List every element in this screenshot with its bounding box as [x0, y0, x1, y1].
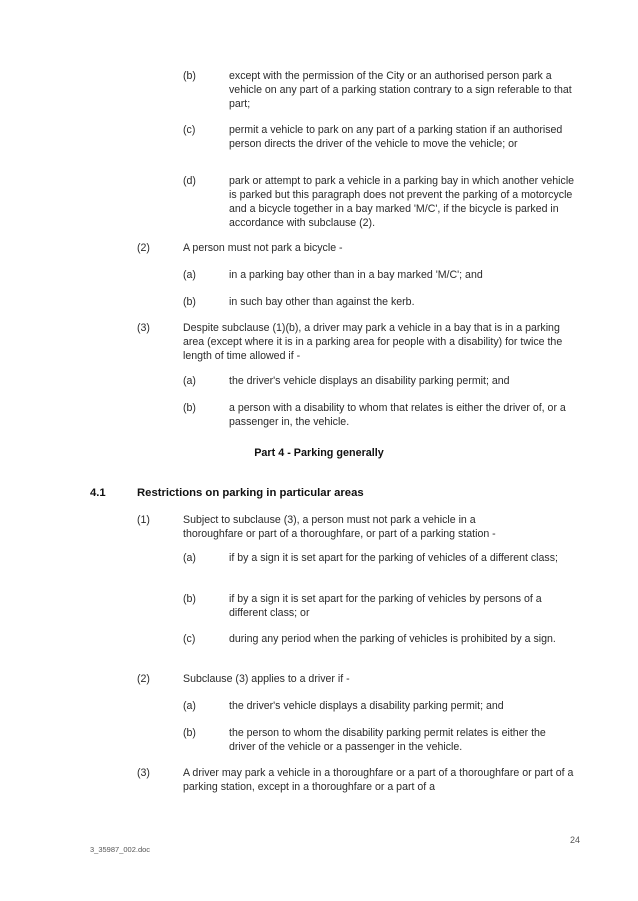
s41-item-text-2b: the person to whom the disability parking permit relates is either the driver of the vehicle or a passenger in the vehicle. [229, 727, 546, 753]
subclause-text-3: Despite subclause (1)(b), a driver may park a vehicle in a bay that is in a parking area (except where it is in a parking area for people with a disability) for twice the length of time allowed if - [183, 322, 563, 362]
s41-subclause-label-3: (3) [137, 767, 150, 779]
part-heading: Part 4 - Parking generally [254, 447, 384, 459]
item-label-3b: (b) [183, 402, 196, 414]
item-text-b: except with the permission of the City or an authorised person park a vehicle on any part of a parking station contrary to a sign referable to that part; [229, 70, 572, 110]
item-label-c: (c) [183, 124, 196, 136]
s41-item-label-1b: (b) [183, 593, 196, 605]
s41-item-text-1b: if by a sign it is set apart for the parking of vehicles by persons of a different class; or [229, 593, 542, 619]
item-text-2a: in a parking bay other than in a bay marked 'M/C'; and [229, 269, 483, 281]
s41-item-text-2a: the driver's vehicle displays a disability parking permit; and [229, 700, 504, 712]
page-number: 24 [570, 835, 581, 845]
document-reference: 3_35987_002.doc [90, 845, 151, 854]
s41-item-text-1c: during any period when the parking of vehicles is prohibited by a sign. [229, 633, 556, 645]
s41-subclause-text-3: A driver may park a vehicle in a thoroughfare or a part of a thoroughfare or part of a parking station, except in a thoroughfare or a part of a [183, 767, 574, 793]
s41-item-text-1a: if by a sign it is set apart for the parking of vehicles of a different class; [229, 552, 558, 564]
item-label-d: (d) [183, 175, 196, 187]
s41-subclause-label-1: (1) [137, 514, 150, 526]
item-label-2b: (b) [183, 296, 196, 308]
item-text-d: park or attempt to park a vehicle in a parking bay in which another vehicle is parked but this paragraph does not prevent the parking of a motorcycle and a bicycle together in a bay marked 'M/C', if the bicycle is parked in accordance with subclause (2). [229, 175, 575, 229]
s41-item-label-2a: (a) [183, 700, 196, 712]
section-title: Restrictions on parking in particular areas [137, 487, 364, 499]
item-label-b: (b) [183, 70, 196, 82]
item-text-3b: a person with a disability to whom that relates is either the driver of, or a passenger in, the vehicle. [229, 402, 566, 428]
item-label-3a: (a) [183, 375, 196, 387]
item-text-c: permit a vehicle to park on any part of a parking station if an authorised person directs the driver of the vehicle to move the vehicle; or [229, 124, 563, 150]
s41-item-label-2b: (b) [183, 727, 196, 739]
item-text-2b: in such bay other than against the kerb. [229, 296, 415, 308]
subclause-label-3: (3) [137, 322, 150, 334]
s41-subclause-text-2: Subclause (3) applies to a driver if - [183, 673, 350, 685]
s41-item-label-1c: (c) [183, 633, 196, 645]
s41-item-label-1a: (a) [183, 552, 196, 564]
s41-subclause-label-2: (2) [137, 673, 150, 685]
subclause-label-2: (2) [137, 242, 150, 254]
item-text-3a: the driver's vehicle displays an disability parking permit; and [229, 375, 510, 387]
s41-subclause-text-1: Subject to subclause (3), a person must not park a vehicle in a thoroughfare or part of a thoroughfare, or part of a parking station - [183, 514, 496, 540]
subclause-text-2: A person must not park a bicycle - [183, 242, 343, 254]
item-label-2a: (a) [183, 269, 196, 281]
section-number: 4.1 [90, 487, 106, 499]
